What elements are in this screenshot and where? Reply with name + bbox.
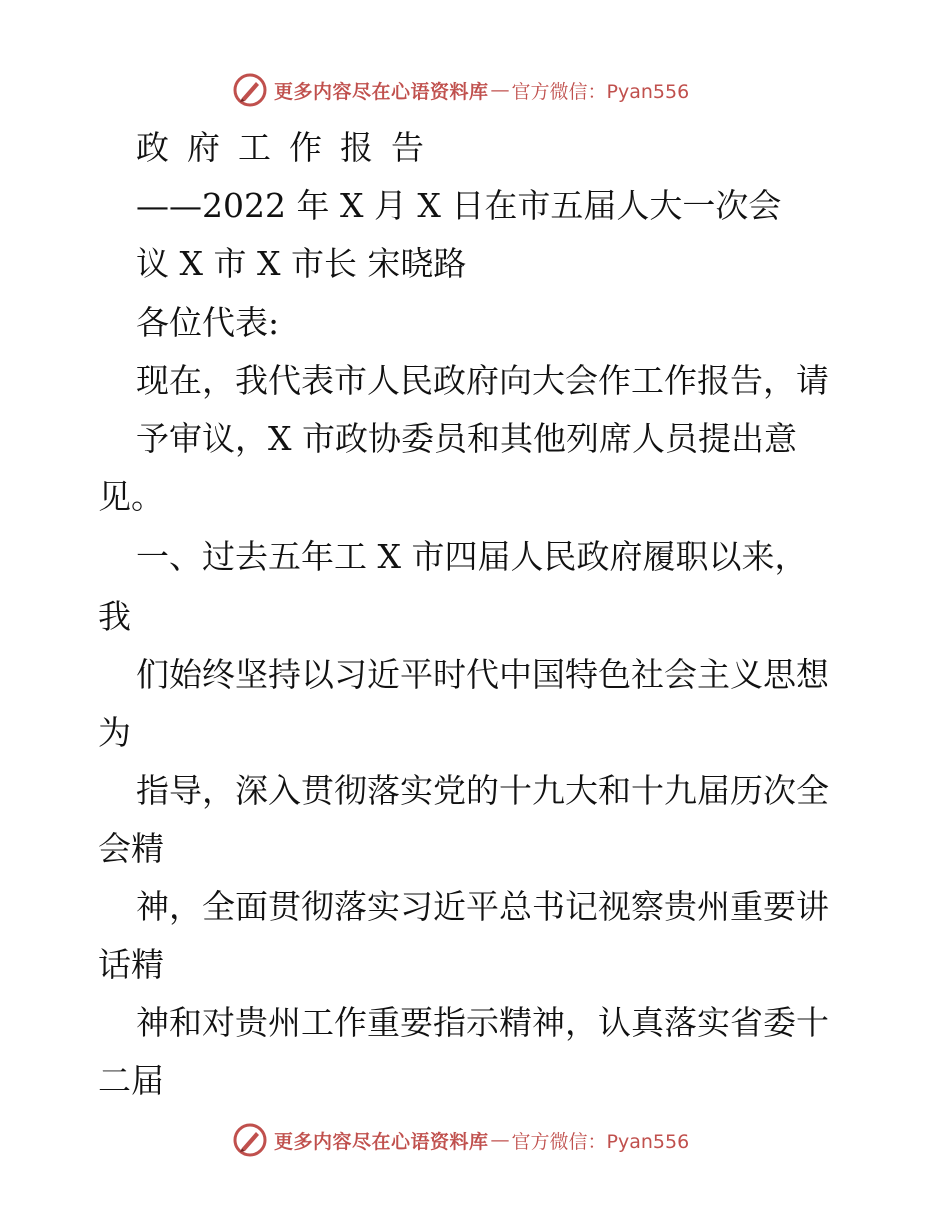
document-title: 政府工作报告 (136, 128, 442, 167)
text-line-10: 为 (98, 713, 131, 752)
text-line-7: 一、过去五年工 X 市四届人民政府履职以来， (136, 537, 808, 576)
watermark-banner-bottom (232, 1120, 689, 1160)
watermark-wechat: 官方微信：Pyan556 (511, 80, 690, 103)
text-line-15: 神和对贵州工作重要指示精神，认真落实省委十 (136, 1003, 829, 1042)
text-line-14: 话精 (98, 945, 164, 984)
text-line-1: ——2022 年 X 月 X 日在市五届人大一次会 (136, 186, 782, 225)
text-line-4: 现在，我代表市人民政府向大会作工作报告，请 (136, 361, 829, 400)
watermark-brand: 更多内容尽在心语资料库 (274, 80, 489, 103)
text-line-8: 我 (98, 597, 131, 636)
text-line-12: 会精 (98, 829, 164, 868)
pen-logo-icon (232, 72, 268, 108)
text-line-2: 议 X 市 X 市长 宋晓路 (136, 244, 467, 283)
text-line-13: 神，全面贯彻落实习近平总书记视察贵州重要讲 (136, 887, 829, 926)
pen-logo-icon (232, 1122, 268, 1158)
text-line-16: 二届 (98, 1061, 164, 1100)
text-line-5: 予审议，X 市政协委员和其他列席人员提出意 (136, 419, 797, 458)
text-line-11: 指导，深入贯彻落实党的十九大和十九届历次全 (136, 771, 829, 810)
text-line-6: 见。 (98, 477, 164, 516)
watermark-wechat: 官方微信：Pyan556 (511, 1130, 690, 1153)
watermark-separator: — (490, 1129, 510, 1151)
watermark-brand: 更多内容尽在心语资料库 (274, 1130, 489, 1153)
text-line-3: 各位代表: (136, 303, 280, 342)
watermark-banner-top (232, 70, 689, 110)
text-line-9: 们始终坚持以习近平时代中国特色社会主义思想 (136, 655, 829, 694)
watermark-separator: — (490, 79, 510, 101)
